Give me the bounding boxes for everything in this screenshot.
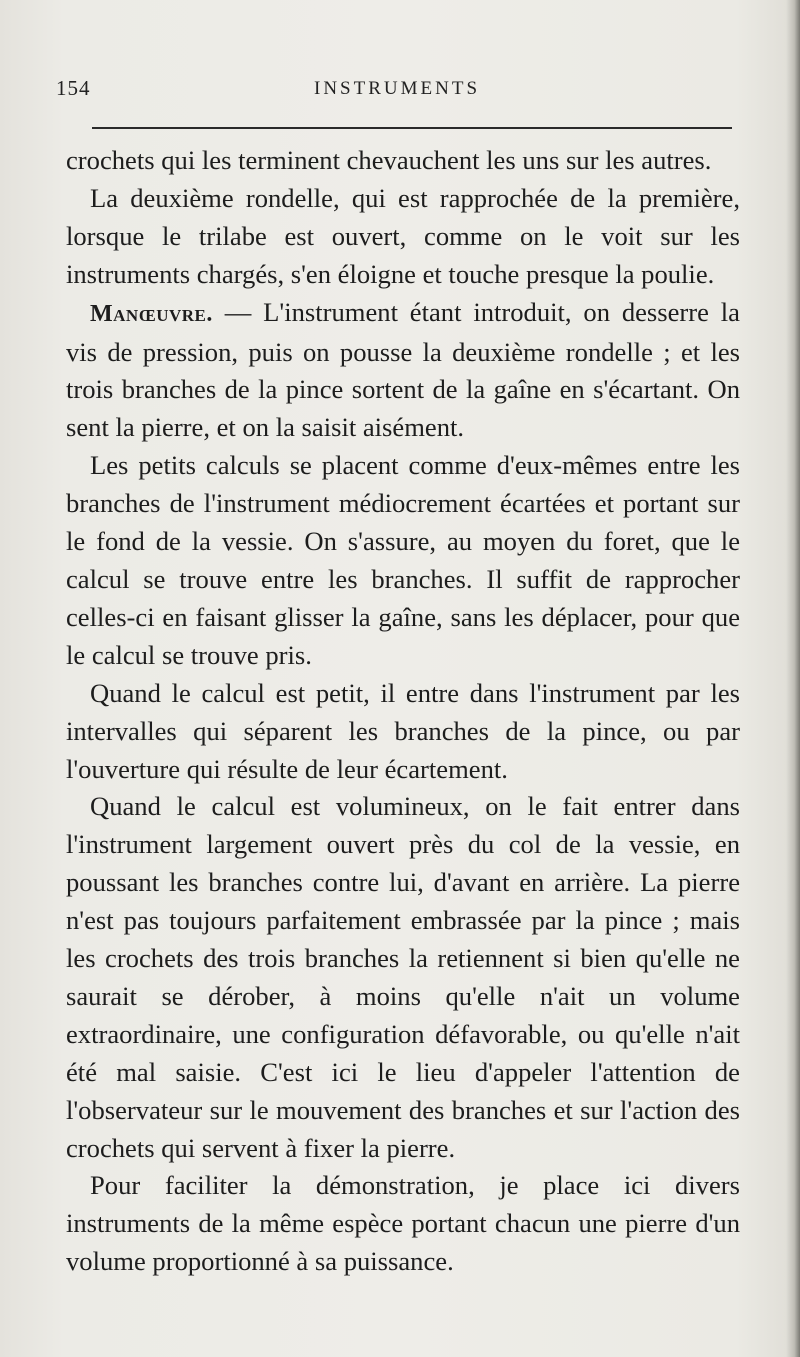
paragraph-continuation: crochets qui les terminent chevauchent les uns sur les autres. (66, 145, 712, 175)
paragraph-deuxieme-rondelle: La deuxième rondelle, qui est rapprochée de la première, lorsque le trilabe est ouvert, comme on le voit sur les instruments chargés, s'en éloigne et touche presque la poulie. (66, 182, 740, 289)
header-rule (92, 127, 732, 129)
paragraph-manoeuvre (66, 294, 740, 448)
run-in-heading: Manœuvre. (90, 300, 213, 327)
paragraph-calcul-petit: Quand le calcul est petit, il entre dans l'instrument par les intervalles qui séparent les branches de la pince, ou par l'ouverture qui résulte de leur écartement. (66, 677, 740, 784)
paragraph-demonstration: Pour faciliter la démonstration, je place ici divers instruments de la même espèce portant chacun une pierre d'un volume proportionné à sa puissance. (66, 1170, 740, 1277)
running-head: INSTRUMENTS (314, 78, 481, 99)
paragraph-calcul-volumineux: Quand le calcul est volumineux, on le fait entrer dans l'instrument largement ouvert près du col de la vessie, en poussant les branches contre lui, d'avant en arrière. La pierre n'est pas toujours parfaitement embrassée par la pince ; mais les crochets des trois branches la retiennent si bien qu'elle ne saurait se dérober, à moins qu'elle n'ait un volume extraordinaire, une configuration défavorable, ou qu'elle n'ait été mal saisie. C'est ici le lieu d'appeler l'attention de l'observateur sur le mouvement des branches et sur l'action des crochets qui servent à fixer la pierre. (66, 791, 740, 1163)
page-edge-shadow (786, 0, 800, 1357)
body-text (66, 142, 740, 1281)
page-header (56, 76, 746, 116)
paragraph-petits-calculs: Les petits calculs se placent comme d'eux-mêmes entre les branches de l'instrument médiocrement écartées et portant sur le fond de la vessie. On s'assure, au moyen du foret, que le calcul se trouve entre les branches. Il suffit de rapprocher celles-ci en faisant glisser la gaîne, sans les déplacer, pour que le calcul se trouve pris. (66, 450, 740, 670)
paragraph-manoeuvre-text: — L'instrument étant introduit, on desserre la vis de pression, puis on pousse la deuxième rondelle ; et les trois branches de la pince sortent de la gaîne en s'écartant. On sent la pierre, et on la saisit aisément. (66, 296, 740, 443)
page-number: 154 (56, 76, 91, 100)
